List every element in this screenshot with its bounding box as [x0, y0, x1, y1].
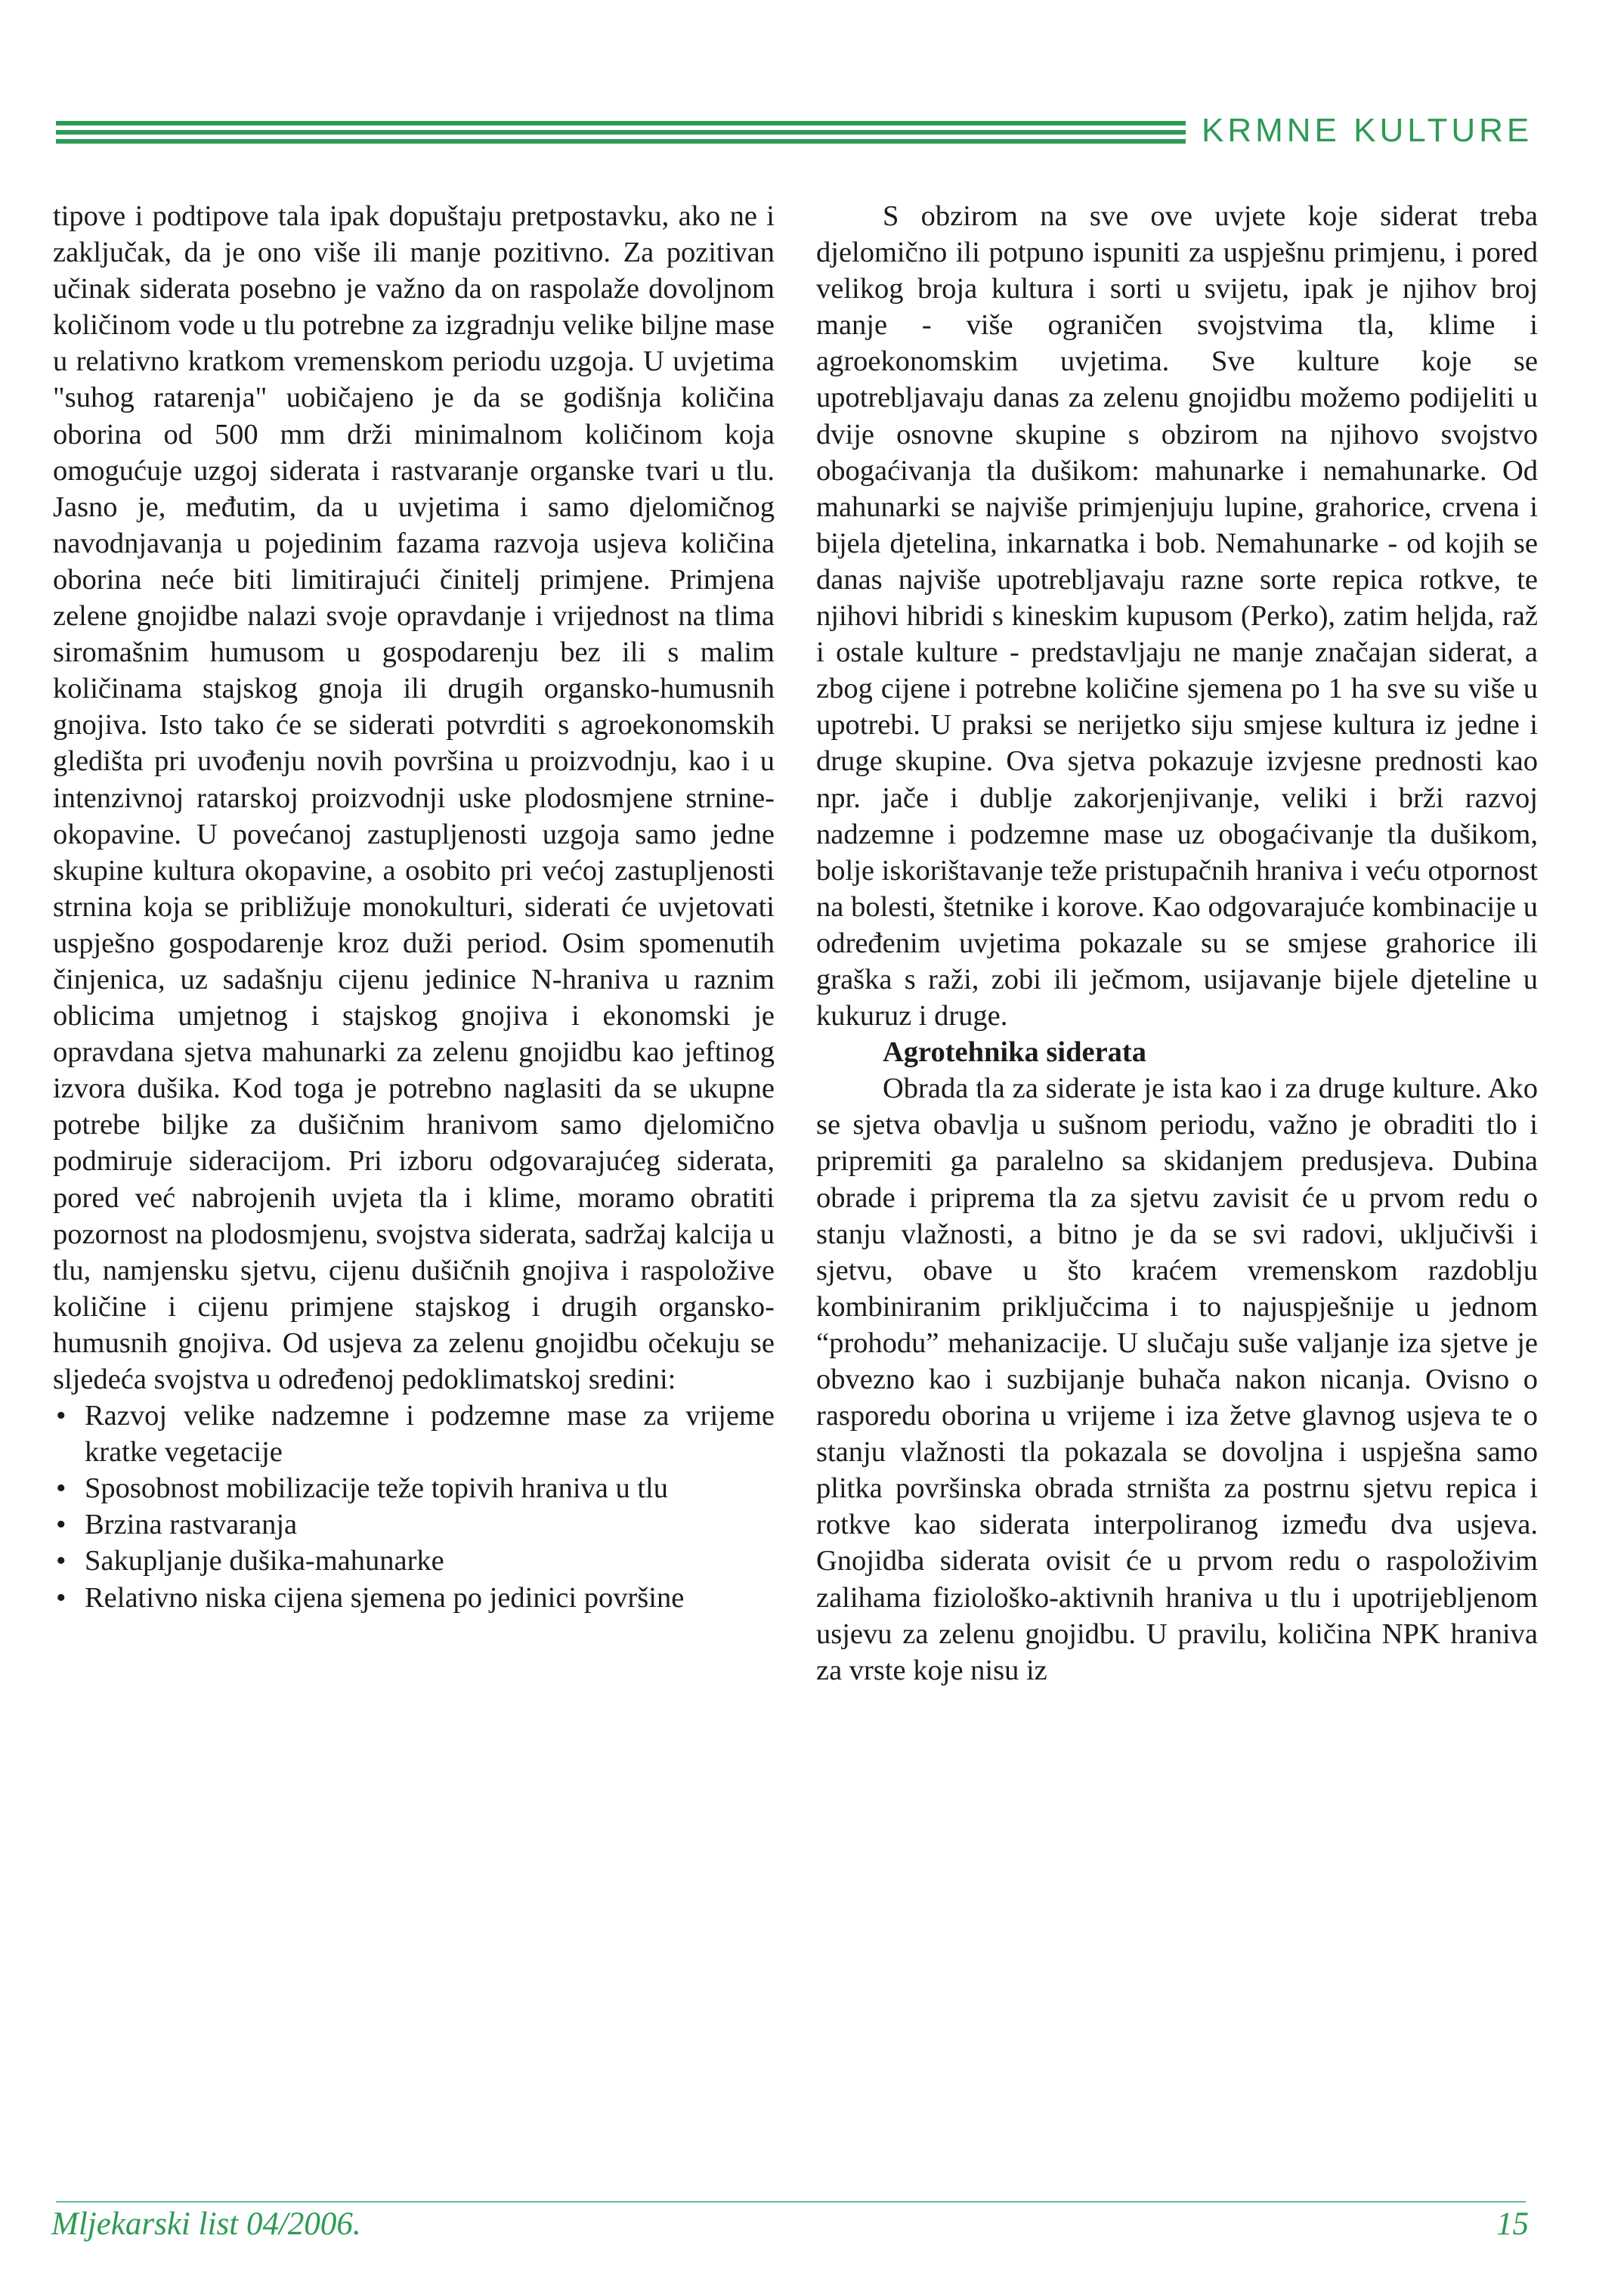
section-title: KRMNE KULTURE — [1202, 112, 1533, 149]
subheading-agrotehnika: Agrotehnika siderata — [883, 1036, 1147, 1069]
right-paragraph-1: S obzirom na sve ove uvjete koje siderat treba djelomično ili potpuno ispuniti za uspješnu primjenu, i pored velikog broja kultura i sorti u svijetu, ipak je njihov broj manje - više ograničen svojstvima tla, klime i agroekonomskim uvjetima. Sve kulture koje se upotrebljavaju danas za zelenu gnojidbu možemo podijeliti u dvije osnovne skupine s obzirom na njihovo svojstvo obogaćivanja tla dušikom: mahunarke i nemahunarke. Od mahunarki se najviše primjenjuju lupine, grahorice, crvena i bijela djetelina, inkarnatka i bob. Nemahunarke - od kojih se danas najviše upotrebljavaju razne sorte repica rotkve, te njihovi hibridi s kineskim kupusom (Perko), zatim heljda, raž i ostale kulture - predstavljaju ne manje značajan siderat, a zbog cijene i potrebne količine sjemena po 1 ha sve su više u upotrebi. U praksi se nerijetko siju smjese kultura iz jedne i druge skupine. Ova sjetva pokazuje izvjesne prednosti kao npr. jače i dublje zakorjenjivanje, veliki i brži razvoj nadzemne i podzemne mase uz obogaćivanje tla dušikom, bolje iskorištavanje teže pristupačnih hraniva i veću otpornost na bolesti, štetnike i korove. Kao odgovarajuće kombinacije u određenim uvjetima pokazale su se smjese grahorice ili graška s raži, zobi ili ječmom, usijavanje bijele djeteline u kukuruz i druge. — [816, 200, 1538, 1032]
list-item: • Razvoj velike nadzemne i podzemne mase za vrijeme kratke vegetacije — [53, 1398, 775, 1470]
list-item: • Relativno niska cijena sjemena po jedinici površine — [53, 1580, 775, 1616]
header-rule-top — [56, 121, 1186, 125]
list-item: • Sakupljanje dušika-mahunarke — [53, 1543, 775, 1579]
left-column — [53, 198, 775, 1616]
journal-name: Mljekarski list 04/2006. — [51, 2206, 361, 2242]
list-item: • Sposobnost mobilizacije teže topivih hraniva u tlu — [53, 1470, 775, 1506]
left-paragraph: tipove i podtipove tala ipak dopuštaju pretpostavku, ako ne i zaključak, da je ono više ili manje pozitivno. Za pozitivan učinak siderata posebno je važno da on raspolaže dovoljnom količinom vode u tlu potrebne za izgradnju velike biljne mase u relativno kratkom vremenskom periodu uzgoja. U uvjetima "suhog ratarenja" uobičajeno je da se godišnja količina oborina od 500 mm drži minimalnom količinom koja omogućuje uzgoj siderata i rastvaranje organske tvari u tlu. Jasno je, međutim, da u uvjetima i samo djelomičnog navodnjavanja u pojedinim fazama razvoja usjeva količina oborina neće biti limitirajući činitelj primjene. Primjena zelene gnojidbe nalazi svoje opravdanje i vrijednost na tlima siromašnim humusom u gospodarenju bez ili s malim količinama stajskog gnoja ili drugih organsko-humusnih gnojiva. Isto tako će se siderati potvrditi s agroekonomskih gledišta pri uvođenju novih površina u proizvodnju, kao i u intenzivnoj ratarskoj proizvodnji uske plodosmjene strninе-okopavine. U povećanoj zastupljenosti uzgoja samo jedne skupine kultura okopavine, a osobito pri većoj zastupljenosti strnina koja se približuje monokulturi, siderati će uvjetovati uspješno gospodarenje kroz duži period. Osim spomenutih činjenica, uz sadašnju cijenu jedinice N-hraniva u raznim oblicima umjetnog i stajskog gnojiva i ekonomski je opravdana sjetva mahunarki za zelenu gnojidbu kao jeftinog izvora dušika. Kod toga je potrebno naglasiti da se ukupne potrebe biljke za dušičnim hranivom samo djelomično podmiruje sideracijom. Pri izboru odgovarajućeg siderata, pored već nabrojenih uvjeta tla i klime, moramo obratiti pozornost na plodosmjenu, svojstva siderata, sadržaj kalcija u tlu, namjensku sjetvu, cijenu dušičnih gnojiva i raspoložive količine i cijenu primjene stajskog i drugih organsko-humusnih gnojiva. Od usjeva za zelenu gnojidbu očekuju se sljedeća svojstva u određenoj pedoklimatskoj sredini: — [53, 200, 775, 1395]
footer-rule — [56, 2201, 1526, 2203]
header-rule-middle — [56, 130, 1186, 135]
page-number: 15 — [1496, 2206, 1529, 2242]
right-column — [816, 198, 1538, 1689]
list-item: • Brzina rastvaranja — [53, 1506, 775, 1543]
properties-list — [53, 1398, 775, 1616]
right-paragraph-2: Obrada tla za siderate je ista kao i za druge kulture. Ako se sjetva obavlja u sušnom periodu, važno je obraditi tlo i pripremiti ga paralelno sa skidanjem predusjeva. Dubina obrade i priprema tla za sjetvu zavisit će u prvom redu o stanju vlažnosti, a bitno je da se svi radovi, uključivši i sjetvu, obave u što kraćem vremenskom razdoblju kombiniranim priključcima i to najuspješnije u jednom “prohodu” mehanizacije. U slučaju suše valjanje iza sjetve je obvezno kao i suzbijanje buhača nakon nicanja. Ovisno o rasporedu oborina u vrijeme i iza žetve glavnog usjeva te o stanju vlažnosti tla pokazala se dovoljna i uspješna samo plitka površinska obrada strništa za postrnu sjetvu repica i rotkve kao siderata interpoliranog između dva usjeva. Gnojidba siderata ovisit će u prvom redu o raspoloživim zalihama fiziološko-aktivnih hraniva u tlu i upotrijebljenom usjevu za zelenu gnojidbu. U pravilu, količina NPK hraniva za vrste koje nisu iz — [816, 1073, 1538, 1686]
header-rule-bottom — [56, 139, 1186, 144]
